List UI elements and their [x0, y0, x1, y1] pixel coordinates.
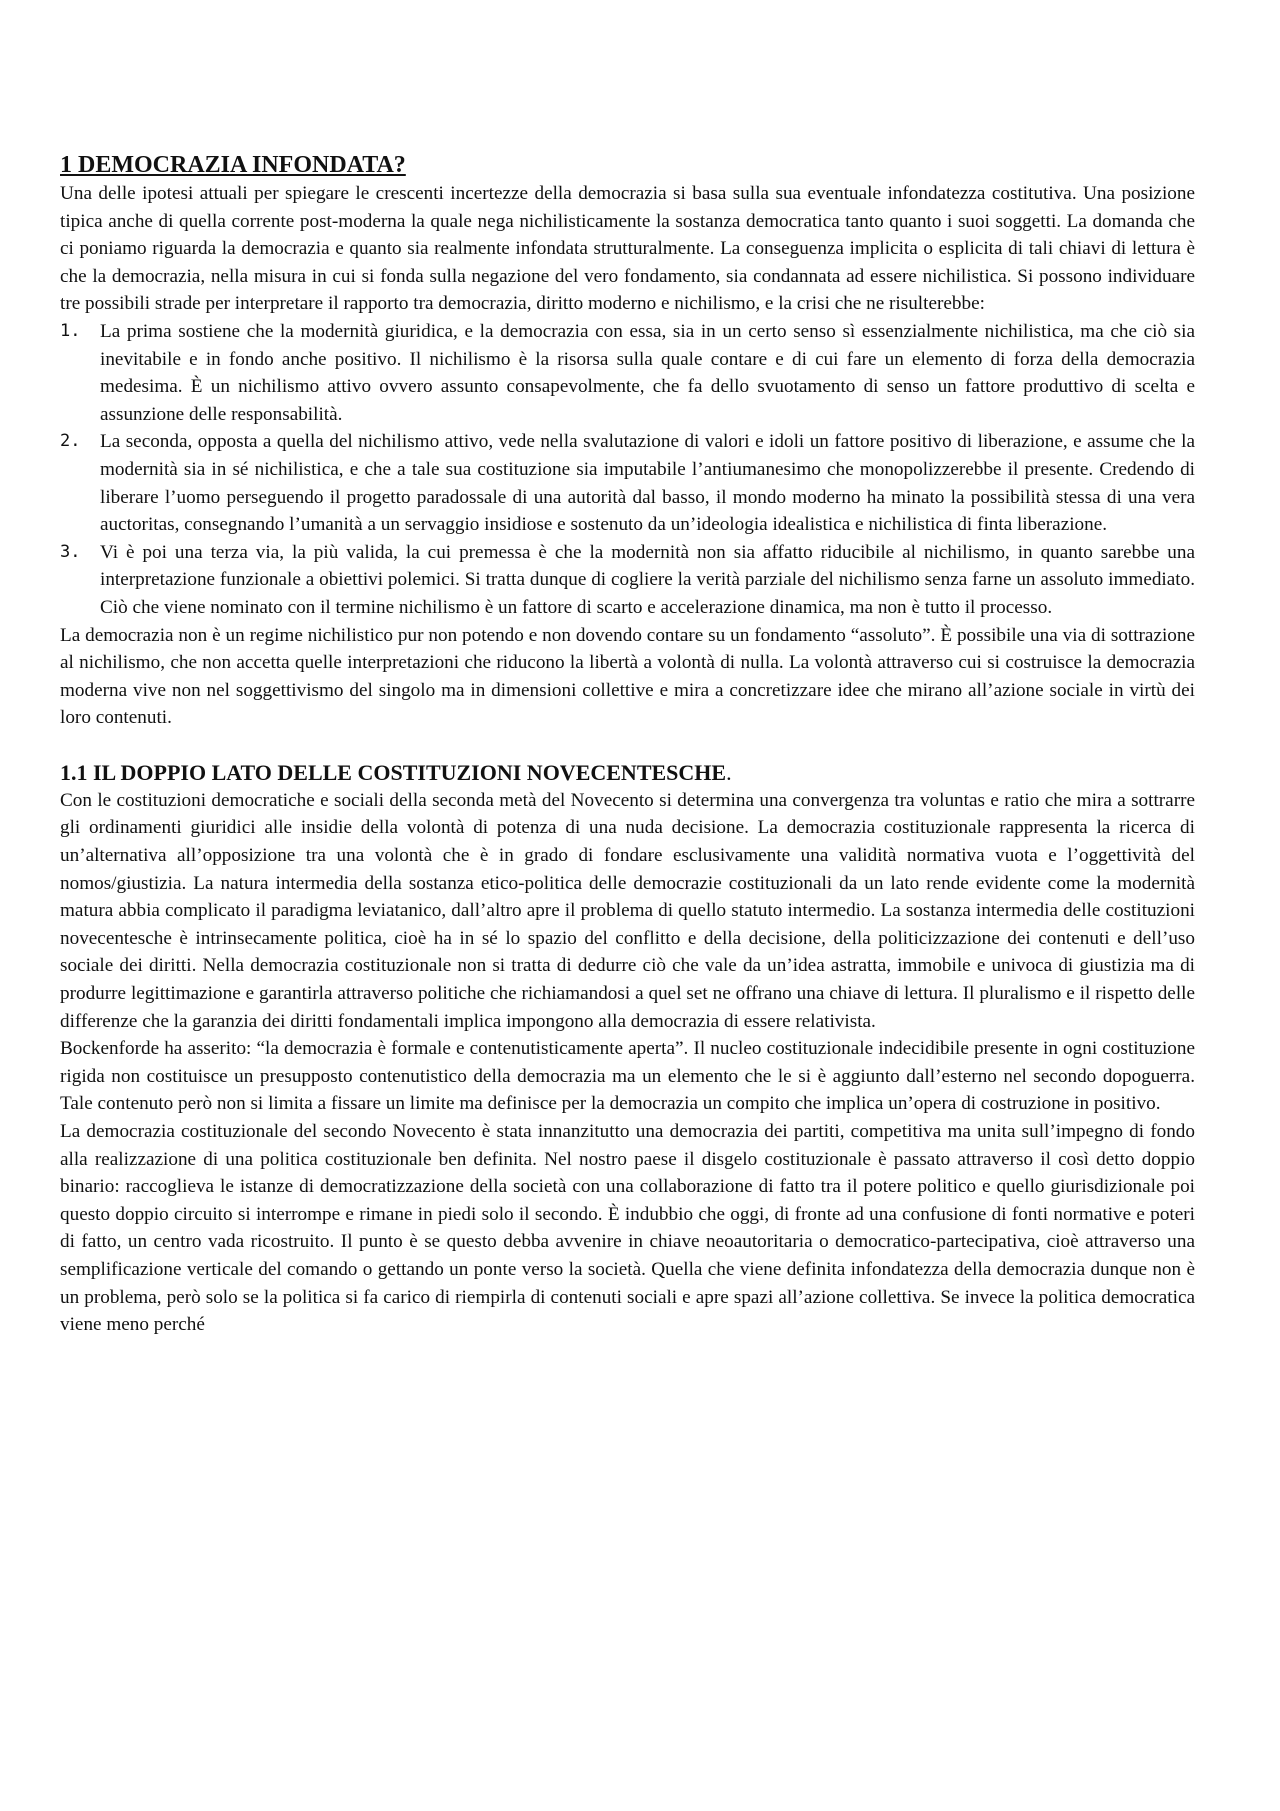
subsection-title — [60, 759, 1195, 787]
list-number: 1. — [60, 320, 81, 341]
list-item-text: Vi è poi una terza via, la più valida, la cui premessa è che la modernità non sia affatto riducibile al nichilismo, in quanto sarebbe una interpretazione funzionale a obiettivi polemici. Si tratta dunque di cogliere la verità parziale del nichilismo senza farne un assoluto immediato. Ciò che viene nominato con il termine nichilismo è un fattore di scarto e accelerazione dinamica, ma non è tutto il processo. — [100, 541, 1195, 618]
body-paragraph: La democrazia costituzionale del secondo Novecento è stata innanzitutto una democrazia dei partiti, competitiva ma unita sull’impegno di fondo alla realizzazione di una politica costituzionale ben definita. Nel nostro paese il disgelo costituzionale è passato attraverso il così detto doppio binario: raccoglieva le istanze di democratizzazione della società con una collaborazione di fatto tra il potere politico e quello giurisdizionale poi questo doppio circuito si interrompe e rimane in piedi solo il secondo. È indubbio che oggi, di fronte ad una confusione di fonti normative e poteri di fatto, un centro vada ricostruito. Il punto è se questo debba avvenire in chiave neoautoritaria o democratico-partecipativa, cioè attraverso una semplificazione verticale del comando o gettando un ponte verso la società. Quella che viene definita infondatezza della democrazia dunque non è un problema, però solo se la politica si fa carico di riempirla di contenuti sociali e apre spazi all’azione collettiva. Se invece la politica democratica viene meno perché — [60, 1121, 1195, 1336]
numbered-list — [60, 318, 1195, 622]
subsection-title-suffix: . — [726, 759, 732, 785]
list-item — [60, 539, 1195, 622]
document-page — [60, 150, 1195, 1339]
list-number: 2. — [60, 431, 81, 452]
closing-paragraph: La democrazia non è un regime nichilistico pur non potendo e non dovendo contare su un fondamento “assoluto”. È possibile una via di sottrazione al nichilismo, che non accetta quelle interpretazioni che riducono la libertà a volontà di nulla. La volontà attraverso cui si costruisce la democrazia moderna vive non nel soggettivismo del singolo ma in dimensioni collettive e mira a concretizzare idee che mirano all’azione sociale in virtù dei loro contenuti. — [60, 624, 1195, 729]
list-item-text: La seconda, opposta a quella del nichilismo attivo, vede nella svalutazione di valori e idoli un fattore positivo di liberazione, e assume che la modernità sia in sé nichilistica, e che a tale sua costituzione sia imputabile l’antiumanesimo che monopolizzerebbe il presente. Credendo di liberare l’uomo perseguendo il progetto paradossale di una autorità dal basso, il mondo moderno ha minato la possibilità stessa di una vera auctoritas, consegnando l’umanità a un servaggio insidiose e sostenuto da un’ideologia idealistica e nichilistica di finta liberazione. — [100, 431, 1195, 536]
body-paragraph: Bockenforde ha asserito: “la democrazia è formale e contenutisticamente aperta”. Il nucleo costituzionale indecidibile presente in ogni costituzione rigida non costituisce un presupposto contenutistico della democrazia ma un elemento che le si è aggiunto dall’esterno nel secondo dopoguerra. Tale contenuto però non si limita a fissare un limite ma definisce per la democrazia un compito che implica un’opera di costruzione in positivo. — [60, 1038, 1195, 1115]
subsection-title-text: 1.1 IL DOPPIO LATO DELLE COSTITUZIONI NOVECENTESCHE — [60, 759, 727, 785]
list-item-text: La prima sostiene che la modernità giuridica, e la democrazia con essa, sia in un certo senso sì essenzialmente nichilistica, ma che ciò sia inevitabile e in fondo anche positivo. Il nichilismo è la risorsa sulla quale contare e di cui fare un elemento di forza della democrazia medesima. È un nichilismo attivo ovvero assunto consapevolmente, che fa dello svuotamento di senso un fattore produttivo di scelta e assunzione delle responsabilità. — [100, 320, 1195, 425]
section-title: 1 DEMOCRAZIA INFONDATA? — [60, 152, 406, 178]
list-item — [60, 428, 1195, 538]
intro-paragraph: Una delle ipotesi attuali per spiegare le crescenti incertezze della democrazia si basa sulla sua eventuale infondatezza costitutiva. Una posizione tipica anche di quella corrente post-moderna la quale nega nichilisticamente la sostanza democratica tanto quanto i suoi soggetti. La domanda che ci poniamo riguarda la democrazia e quanto sia realmente infondata strutturalmente. La conseguenza implicita o esplicita di tali chiavi di lettura è che la democrazia, nella misura in cui si fonda sulla negazione del vero fondamento, sia condannata ad essere nichilistica. Si possono individuare tre possibili strade per interpretare il rapporto tra democrazia, diritto moderno e nichilismo, e la crisi che ne risulterebbe: — [60, 183, 1195, 315]
list-number: 3. — [60, 541, 81, 562]
list-item — [60, 318, 1195, 428]
body-paragraph: Con le costituzioni democratiche e sociali della seconda metà del Novecento si determina una convergenza tra voluntas e ratio che mira a sottrarre gli ordinamenti giuridici alle insidie della volontà di potenza di una nuda decisione. La democrazia costituzionale rappresenta la ricerca di un’alternativa all’opposizione tra una volontà che è in grado di fondare esclusivamente una validità normativa vuota e l’oggettività del nomos/giustizia. La natura intermedia della sostanza etico-politica delle democrazie costituzionali da un lato rende evidente come la modernità matura abbia complicato il paradigma leviatanico, dall’altro apre il problema di quello statuto intermedio. La sostanza intermedia delle costituzioni novecentesche è intrinsecamente politica, cioè ha in sé lo spazio del conflitto e della decisione, della politicizzazione dei contenuti e dell’uso sociale dei diritti. Nella democrazia costituzionale non si tratta di dedurre ciò che vale da un’idea astratta, immobile e univoca di giustizia ma di produrre legittimazione e garantirla attraverso politiche che richiamandosi a quel set ne offrano una chiave di lettura. Il pluralismo e il rispetto delle differenze che la garanzia dei diritti fondamentali implica impongono alla democrazia di essere relativista. — [60, 789, 1195, 1032]
